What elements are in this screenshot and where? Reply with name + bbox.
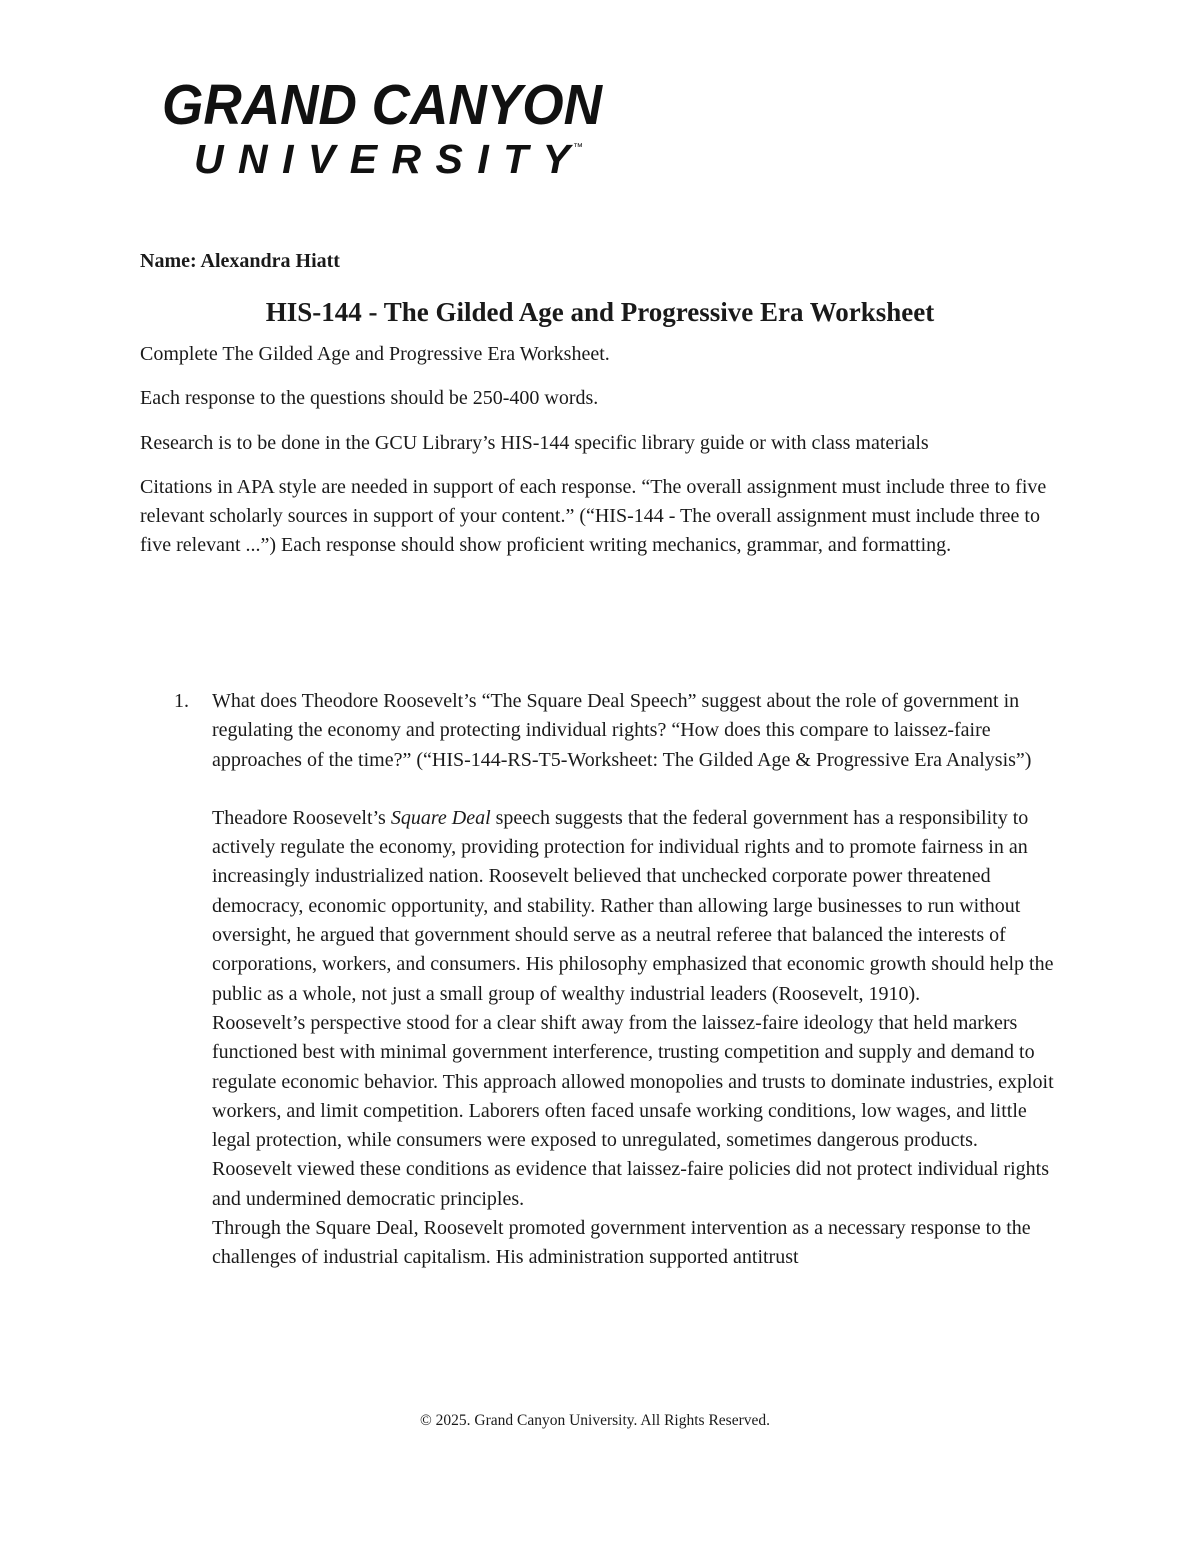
instruction-complete: Complete The Gilded Age and Progressive Era Worksheet. <box>140 343 610 365</box>
question-text: What does Theodore Roosevelt’s “The Square Deal Speech” suggest about the role of government in regulating the economy and protecting individual rights? “How does this compare to laissez-faire approaches of the time?” (“HIS-144-RS-T5-Worksheet: The Gilded Age & Progressive Era Analysis”) <box>212 690 1032 771</box>
page-title: HIS-144 - The Gilded Age and Progressive Era Worksheet <box>265 297 935 327</box>
logo-trademark: ™ <box>573 142 583 153</box>
square-deal-italic: Square Deal <box>390 806 491 829</box>
copyright-footer: © 2025. Grand Canyon University. All Rights Reserved. <box>419 1412 770 1429</box>
answer-paragraph-1: Theadore Roosevelt’s Square Deal speech suggests that the federal government has a responsibility to actively regulate the economy, providing protection for individual rights and to promote fairness in an increasingly industrialized nation. Roosevelt believed that unchecked corporate power threatened democracy, economic opportunity, and stability. Rather than allowing large businesses to run without oversight, he argued that government should serve as a neutral referee that balanced the interests of corporations, workers, and consumers. His philosophy emphasized that economic growth should help the public as a whole, not just a small group of wealthy industrial leaders (Roosevelt, 1910). <box>212 806 1054 1005</box>
instruction-word-count: Each response to the questions should be 250-400 words. <box>140 387 599 410</box>
university-logo <box>162 74 612 184</box>
instruction-citations: Citations in APA style are needed in support of each response. “The overall assignment must include three to five relevant scholarly sources in support of your content.” (“HIS-144 - The overall assignment must include three to five relevant ...”) Each response should show proficient writing mechanics, grammar, and formatting. <box>140 475 1047 557</box>
logo-line-1: GRAND CANYON <box>162 74 604 137</box>
question-number: 1. <box>174 690 189 712</box>
logo-line-2: UNIVERSITY <box>194 136 570 182</box>
question-1 <box>174 687 1060 1273</box>
answer-paragraph-2: Roosevelt’s perspective stood for a clear shift away from the laissez-faire ideology that held markers functioned best with minimal government interference, trusting competition and supply and demand to regulate economic behavior. This approach allowed monopolies and trusts to dominate industries, exploit workers, and limit competition. Laborers often faced unsafe working conditions, low wages, and little legal protection, while consumers were exposed to unregulated, sometimes dangerous products. Roosevelt viewed these conditions as evidence that laissez-faire policies did not protect individual rights and undermined democratic principles. <box>212 1011 1054 1210</box>
student-name: Name: Alexandra Hiatt <box>140 250 340 272</box>
answer-paragraph-3: Through the Square Deal, Roosevelt promoted government intervention as a necessary response to the challenges of industrial capitalism. His administration supported antitrust <box>212 1217 1031 1269</box>
instruction-research: Research is to be done in the GCU Library’s HIS-144 specific library guide or with class materials <box>140 431 929 454</box>
answer-1 <box>212 804 1060 1273</box>
document-body <box>140 246 1060 576</box>
